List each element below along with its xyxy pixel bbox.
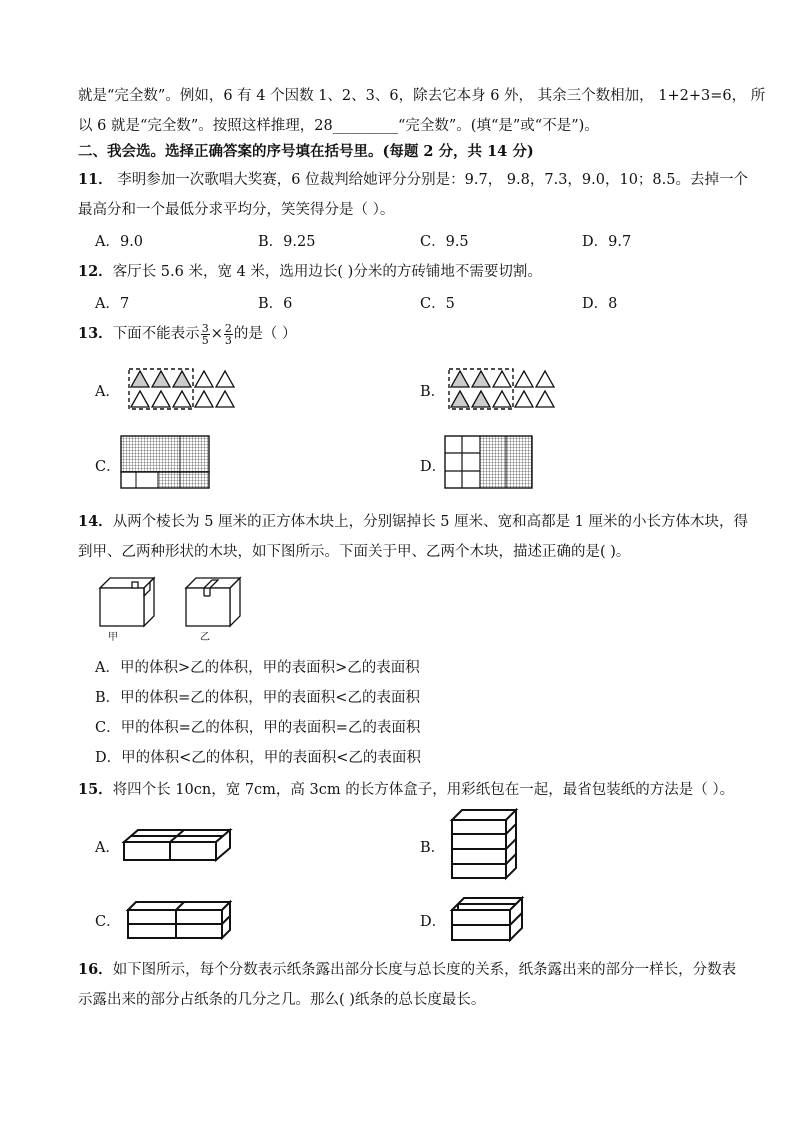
q14-yi-label: 乙 [200, 632, 210, 643]
q13-option-a-label[interactable]: A． [95, 384, 120, 400]
fraction-three-fifths: $\frac{3}{5}$ [201, 321, 209, 347]
q15-figure-d[interactable] [450, 896, 526, 942]
q13-figure-b[interactable] [448, 368, 558, 412]
q13-figure-d[interactable] [444, 435, 534, 489]
q14-text: 从两个棱长为 5 厘米的正方体木块上，分别锯掉长 5 厘米、宽和高都是 1 厘米的小长方体木块，得 [112, 514, 749, 530]
q15-number: 15． [78, 781, 113, 798]
q14-number: 14． [78, 513, 113, 530]
q14-option-d[interactable]: D．甲的体积<乙的体积，甲的表面积<乙的表面积 [95, 750, 421, 766]
q15-option-a-label[interactable]: A． [95, 840, 120, 856]
q14-block-yi-figure [184, 576, 244, 628]
intro-line-2: 以 6 就是“完全数”。按照这样推理，28_________“完全数”。(填“是”或“不是”)。 [78, 118, 599, 134]
q12-number: 12． [78, 263, 113, 280]
q13-text-pre: 下面不能表示 [112, 326, 200, 342]
q11-option-a[interactable]: A．9.0 [95, 234, 144, 250]
q12-option-a[interactable]: A．7 [95, 296, 130, 312]
q12-line [78, 260, 542, 281]
times-sign: × [210, 326, 223, 342]
q13-option-c-label[interactable]: C． [95, 459, 121, 475]
section-title: 二、我会选。选择正确答案的序号填在括号里。(每题 2 分，共 14 分) [78, 143, 534, 160]
q13-line [78, 322, 296, 346]
q15-figure-b[interactable] [450, 808, 520, 880]
q16-number: 16． [78, 961, 113, 978]
q12-option-b[interactable]: B．6 [258, 296, 293, 312]
q13-figure-a[interactable] [128, 368, 238, 412]
q15-text: 将四个长 10cn，宽 7cm，高 3cm 的长方体盒子，用彩纸包在一起，最省包装纸的方法是（ ）。 [112, 782, 735, 798]
q11-line-2: 最高分和一个最低分求平均分，笑笑得分是（ ）。 [78, 202, 395, 218]
q15-option-c-label[interactable]: C． [95, 914, 121, 930]
q15-figure-c[interactable] [126, 900, 234, 940]
q15-figure-a[interactable] [122, 828, 234, 862]
q15-option-b-label[interactable]: B． [420, 840, 446, 856]
q11-number: 11． [78, 171, 113, 188]
q15-option-d-label[interactable]: D． [420, 914, 447, 930]
q15-line [78, 778, 734, 799]
q14-option-c[interactable]: C．甲的体积=乙的体积，甲的表面积=乙的表面积 [95, 720, 421, 736]
q16-text: 如下图所示，每个分数表示纸条露出部分长度与总长度的关系，纸条露出来的部分一样长，分数表 [112, 962, 737, 978]
q14-line-2: 到甲、乙两种形状的木块，如下图所示。下面关于甲、乙两个木块，描述正确的是( )。 [78, 544, 631, 560]
q13-text-post: 的是（ ） [233, 326, 297, 342]
q12-option-c[interactable]: C．5 [420, 296, 455, 312]
q14-jia-label: 甲 [108, 632, 118, 643]
q11-option-d[interactable]: D．9.7 [582, 234, 632, 250]
q11-option-b[interactable]: B．9.25 [258, 234, 316, 250]
q13-number: 13． [78, 325, 113, 342]
q11-text: 李明参加一次歌唱大奖赛，6 位裁判给她评分分别是：9.7， 9.8，7.3，9.0，10；8.5。去掉一个 [112, 172, 748, 188]
q14-option-a[interactable]: A．甲的体积>乙的体积，甲的表面积>乙的表面积 [95, 660, 420, 676]
q12-text: 客厅长 5.6 米，宽 4 米，选用边长( )分米的方砖铺地不需要切割。 [112, 264, 542, 280]
q16-line-1 [78, 958, 736, 979]
fraction-two-thirds: $\frac{2}{3}$ [224, 321, 232, 347]
q14-line-1 [78, 510, 748, 531]
q16-line-2: 示露出来的部分占纸条的几分之几。那么( )纸条的总长度最长。 [78, 992, 486, 1008]
q11-line-1 [78, 168, 748, 189]
q14-option-b[interactable]: B．甲的体积=乙的体积，甲的表面积<乙的表面积 [95, 690, 420, 706]
q13-option-b-label[interactable]: B． [420, 384, 446, 400]
q12-option-d[interactable]: D．8 [582, 296, 618, 312]
intro-line-1: 就是“完全数”。例如，6 有 4 个因数 1、2、3、6，除去它本身 6 外， 其余三个数相加， 1+2+3=6， 所 [78, 88, 766, 104]
q14-block-jia-figure [98, 576, 158, 628]
q11-option-c[interactable]: C．9.5 [420, 234, 469, 250]
q13-option-d-label[interactable]: D． [420, 459, 447, 475]
q13-figure-c[interactable] [120, 435, 210, 489]
